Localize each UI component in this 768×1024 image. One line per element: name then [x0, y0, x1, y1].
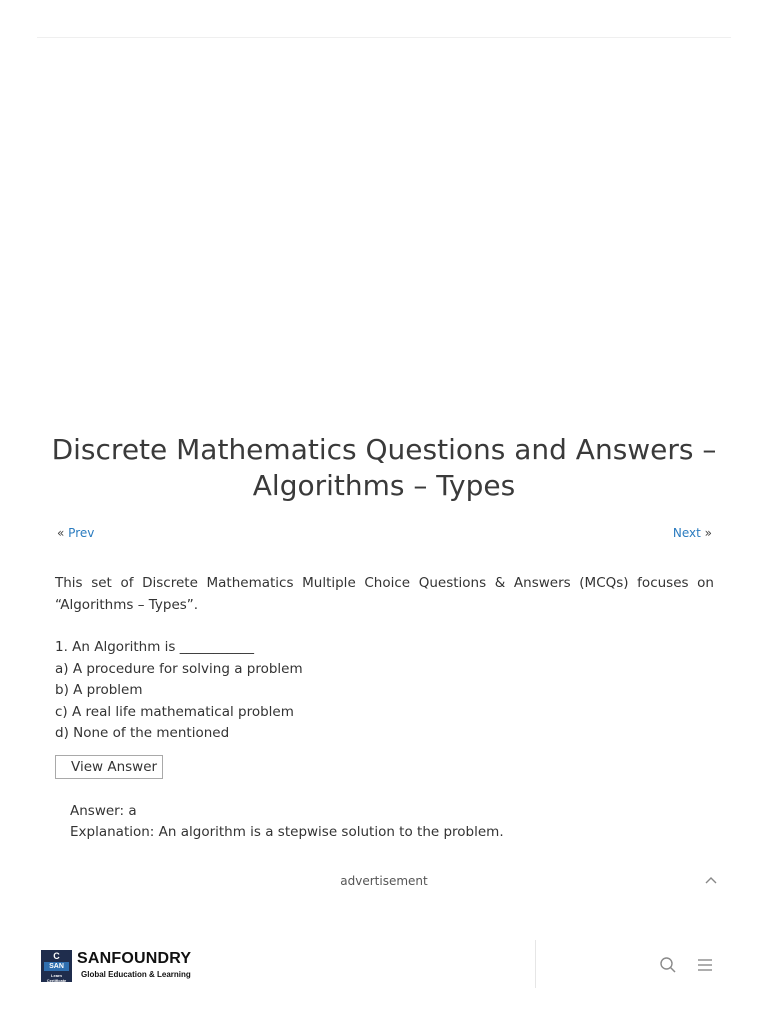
- intro-paragraph: This set of Discrete Mathematics Multiple Choice Questions & Answers (MCQs) focuses on “Algorithms – Types”.: [55, 575, 714, 613]
- search-button[interactable]: [659, 956, 677, 974]
- brand-tagline: Global Education & Learning: [81, 970, 191, 979]
- explanation-text: Explanation: An algorithm is a stepwise solution to the problem.: [70, 824, 504, 840]
- prev-arrow-icon: «: [57, 526, 65, 540]
- page-title-line-1: Discrete Mathematics Questions and Answers –: [51, 433, 717, 466]
- prev-navigation: [57, 526, 94, 540]
- scroll-to-top-button[interactable]: [702, 872, 720, 888]
- chevron-up-icon: [702, 872, 720, 888]
- sanfoundry-logo[interactable]: [41, 950, 201, 982]
- logo-badge-bottom: Learn Certificate: [46, 973, 67, 983]
- logo-badge: [41, 950, 72, 982]
- view-answer-button[interactable]: View Answer: [55, 755, 163, 779]
- next-navigation: [673, 526, 712, 540]
- menu-button[interactable]: [696, 956, 714, 974]
- answer-block: [70, 801, 504, 843]
- next-link[interactable]: Next: [672, 526, 701, 540]
- prev-link[interactable]: Prev: [68, 526, 95, 540]
- page-title: [40, 432, 728, 504]
- advertisement-slot: [0, 38, 768, 428]
- logo-badge-top: C: [53, 951, 60, 961]
- option-b: b) A problem: [55, 682, 143, 698]
- question-prompt: 1. An Algorithm is ___________: [55, 639, 254, 655]
- answer-text: Answer: a: [70, 803, 137, 819]
- option-a: a) A procedure for solving a problem: [55, 660, 303, 677]
- brand-name: SANFOUNDRY: [77, 950, 192, 967]
- footer-divider: [535, 940, 536, 988]
- hamburger-menu-icon: [696, 956, 714, 974]
- advertisement-label: advertisement: [340, 874, 428, 888]
- logo-badge-mid: SAN: [44, 962, 69, 971]
- next-arrow-icon: »: [704, 526, 712, 540]
- question-block: [55, 637, 715, 745]
- search-icon: [659, 956, 677, 974]
- page-title-line-2: Algorithms – Types: [252, 469, 516, 502]
- option-c: c) A real life mathematical problem: [55, 703, 294, 720]
- option-d: d) None of the mentioned: [55, 725, 230, 741]
